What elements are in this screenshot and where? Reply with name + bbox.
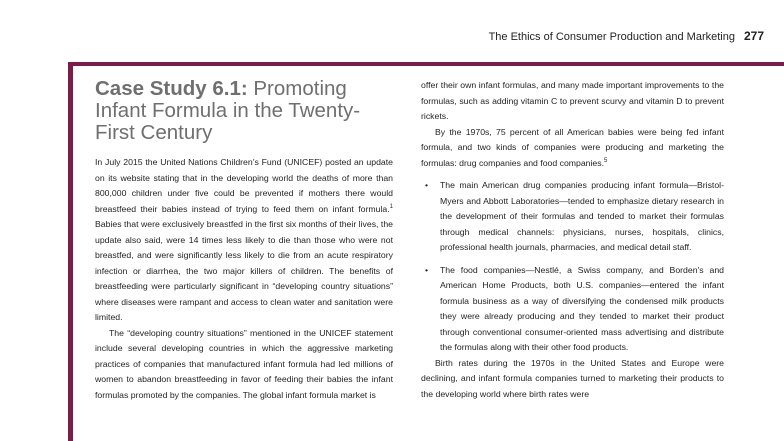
footnote-ref: 5 [604,157,608,164]
list-item [421,178,724,256]
header-rule [68,62,784,66]
case-study-label: Case Study 6.1: [95,77,248,100]
body-paragraph: The “developing country situations” mentioned in the UNICEF statement include several developing countries in which the aggressive marketing practices of companies that manufactured infant formula had led millions of women to abandon breastfeeding in favor of feeding their babies the infant formulas promoted by the companies. The global infant formula market is [95,327,393,400]
right-column [421,78,724,402]
list-item-text: The main American drug companies producing infant formula—Bristol-Myers and Abbott Laboratories—tended to emphasize dietary research in the development of their formulas and tended to market their formulas through medical channels: physicians, nurses, hospitals, clinics, professional health journals, pharmacies, and medical detail staff. [440,180,724,252]
paragraph-text: Babies that were exclusively breastfed in the first six months of their lives, the update also said, were 14 times less likely to die than those who were not breastfed, and were significantly less likely to die from an acute respiratory infection or diarrhea, the two major killers of children. The benefits of breastfeeding were particularly significant in “developing country situations” where diseases were rampant and access to clean water and sanitation were limited. [95,219,393,322]
running-header [489,29,764,43]
running-title: The Ethics of Consumer Production and Marketing [488,31,735,43]
body-paragraph: offer their own infant formulas, and many made important improvements to the formulas, such as adding vitamin C to prevent scurvy and vitamin D to prevent rickets. [421,80,724,121]
list-item-text: The food companies—Nestlé, a Swiss company, and Borden’s and American Home Products, both U.S. companies—entered the infant formula business as a way of diversifying the condensed milk products they were already producing and they tended to market their product through conventional consumer-oriented mass advertising and distribute the formulas along with their other food products. [440,264,724,352]
bullet-icon: • [425,264,429,275]
case-study-title-text: Promoting Infant Formula in the Twenty-First Century [95,77,361,144]
list-item [421,263,724,356]
bullet-icon: • [425,180,429,190]
footnote-ref: 1 [389,203,393,210]
page-number: 277 [743,29,764,43]
paragraph-text: In July 2015 the United Nations Children’s Fund (UNICEF) posted an update on its website stating that in the developing world the deaths of more than 800,000 children under five could be prevented if mothers there would breastfeed their babies instead of trying to feed them on infant formula. [95,157,393,214]
paragraph-text: By the 1970s, 75 percent of all American babies were being fed infant formula, and two kinds of companies were producing and marketing the formulas: drug companies and food companies. [421,126,724,168]
body-paragraph [95,155,393,326]
left-column [95,78,393,403]
body-paragraph [421,125,724,172]
bullet-list [421,178,724,356]
body-paragraph: Birth rates during the 1970s in the United States and Europe were declining, and infant formula companies turned to marketing their products to the developing world where birth rates were [421,357,724,399]
case-study-sidebar-bar [68,66,73,441]
case-study-title [95,78,393,144]
